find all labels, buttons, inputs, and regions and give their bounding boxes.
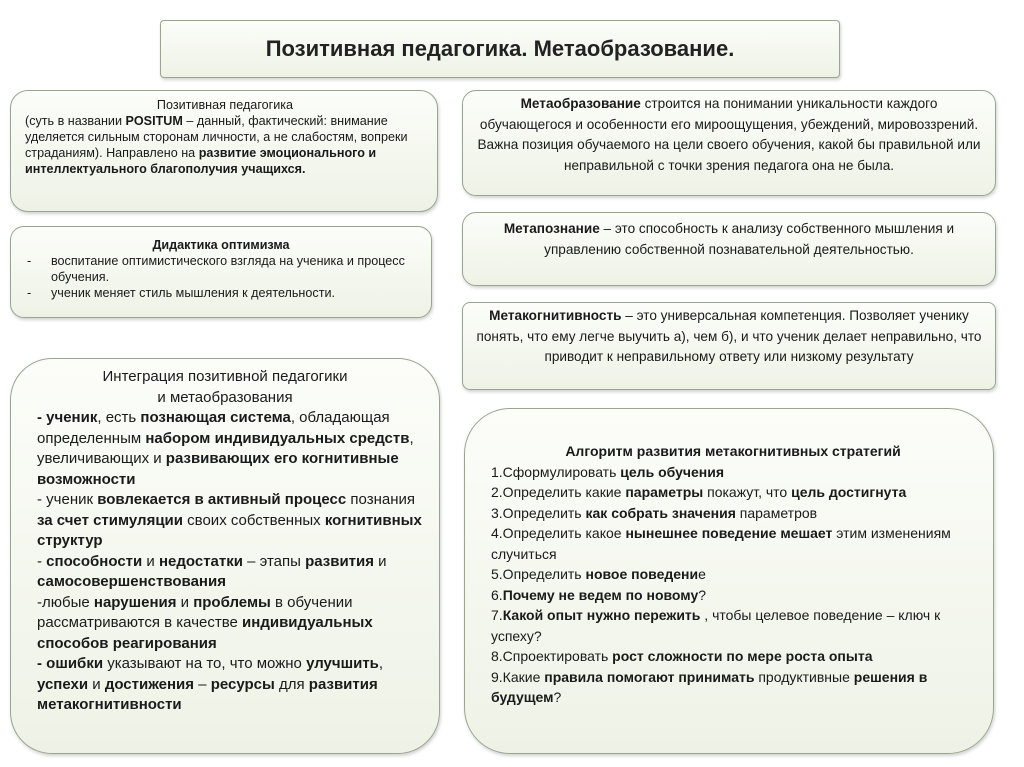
list-item: 2.Определить какие параметры покажут, что цель достигнута (491, 484, 907, 500)
integration-paragraph-3: - способности и недостатки – этапы развития и самосовершенствования (37, 552, 387, 590)
integration-heading-1: Интеграция позитивной педагогики (102, 368, 348, 385)
integration-paragraph-2: - ученик вовлекается в активный процесс познания за счет стимуляции своих собственных когнитивных структур (37, 491, 422, 549)
integration-paragraph-4: -любые нарушения и проблемы в обучении рассматриваются в качестве индивидуальных способов реагирования (37, 593, 373, 652)
integration-box (10, 358, 440, 754)
list-item: 3.Определить как собрать значения параметров (491, 504, 818, 521)
list-item: - ученик меняет стиль мышления к деятельности. (21, 285, 421, 301)
list-item: 6.Почему не ведем по новому? (491, 586, 707, 603)
page-title: Позитивная педагогика. Метаобразование. (265, 36, 735, 61)
list-item: 4.Определить какое нынешнее поведение мешает этим изменениям случиться (491, 525, 951, 562)
algorithm-box (464, 408, 994, 754)
list-item: 7.Какой опыт нужно пережить , чтобы целевое поведение – ключ к успеху? (491, 607, 941, 644)
integration-paragraph-5: - ошибки указывают на то, что можно улучшить, успехи и достижения – ресурсы для развития метакогнитивности (37, 655, 384, 713)
integration-heading-2: и метаобразования (157, 388, 293, 406)
didactics-box (10, 226, 432, 318)
algorithm-steps (491, 462, 975, 708)
list-item: 5.Определить новое поведение (491, 566, 706, 582)
didactics-heading: Дидактика оптимизма (152, 238, 290, 252)
metacognition-text: Метапознание – это способность к анализу собственного мышления и управлению собственной познавательной деятельностью. (503, 221, 955, 257)
page-title-box (160, 20, 840, 78)
metacognitivity-text: Метакогнитивность – это универсальная компетенция. Позволяет ученику понять, что ему легче выучить а), чем б), и что ученик делает неправильно, что приводит к неправильному ответу или низкому результату (476, 308, 982, 364)
positive-pedagogy-text: (суть в названии POSITUM – данный, фактический: внимание уделяется сильным сторонам личности, а не слабостям, вопреки страданиям). Направлено на развитие эмоционального и интеллектуального благополучия учащихся. (25, 114, 408, 176)
list-item: 9.Какие правила помогают принимать продуктивные решения в будущем? (491, 668, 928, 705)
metacognition-box (462, 212, 996, 286)
metaeducation-text: Метаобразование строится на понимании уникальности каждого обучающегося и особенности его мироощущения, убеждений, мировоззрений. Важна позиция обучаемого на цели своего обучения, какой бы правильной или неправильной с точки зрения педагога она не была. (477, 96, 981, 173)
list-item: 8.Спроектировать рост сложности по мере роста опыта (491, 648, 873, 664)
list-item: - воспитание оптимистического взгляда на ученика и процесс обучения. (21, 253, 421, 285)
algorithm-heading: Алгоритм развития метакогнитивных стратегий (565, 443, 901, 459)
didactics-list (21, 253, 421, 301)
positive-pedagogy-box (10, 90, 438, 212)
list-item: 1.Сформулировать цель обучения (491, 463, 725, 480)
metaeducation-box (462, 90, 996, 196)
metacognitivity-box (462, 302, 996, 390)
integration-paragraph-1: - ученик, есть познающая система, обладающая определенным набором индивидуальных средств, увеличивающих и развивающих его когнитивные возможности (37, 409, 414, 488)
positive-pedagogy-heading: Позитивная педагогика (156, 98, 294, 112)
